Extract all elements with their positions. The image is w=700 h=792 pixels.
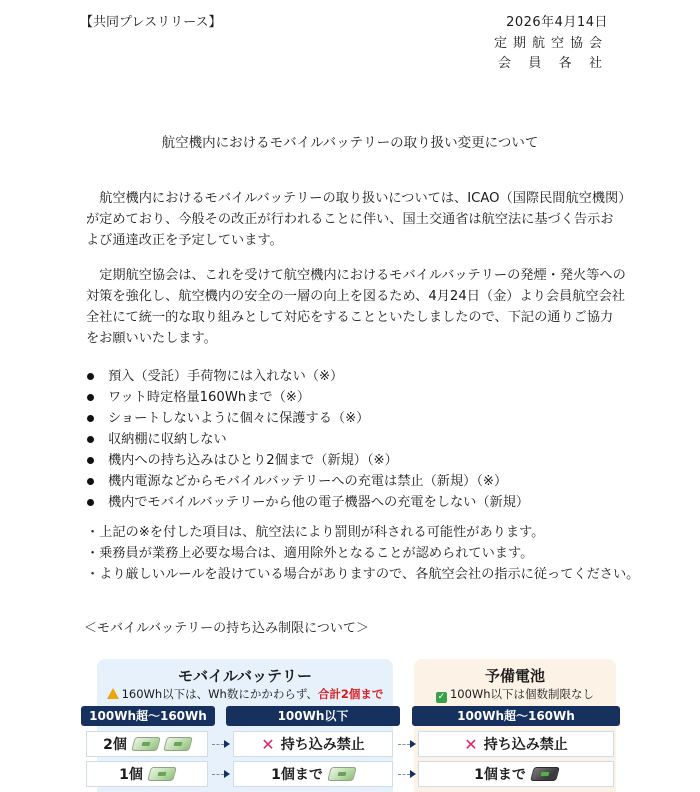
bullet-icon bbox=[87, 478, 94, 485]
rule-item: 機内電源などからモバイルバッテリーへの充電は禁止（新規）（※） bbox=[86, 471, 646, 492]
bullet-icon bbox=[87, 373, 94, 380]
release-tag: 【共同プレスリリース】 bbox=[80, 15, 222, 30]
bullet-icon bbox=[87, 499, 94, 506]
check-icon: ✓ bbox=[437, 692, 446, 702]
battery-icon bbox=[131, 737, 161, 751]
prohibited-icon: ✕ bbox=[261, 734, 275, 754]
warning-icon bbox=[107, 688, 119, 699]
column-header-mobile-under-100: 100Wh以下 bbox=[226, 706, 400, 726]
rule-item: 機内でモバイルバッテリーから他の電子機器への充電をしない（新規） bbox=[86, 492, 646, 513]
rule-item: ショートしないように個々に保護する（※） bbox=[86, 408, 646, 429]
document-title: 航空機内におけるモバイルバッテリーの取り扱い変更について bbox=[161, 135, 539, 151]
battery-icon bbox=[163, 737, 193, 751]
mobile-battery-title: モバイルバッテリー bbox=[178, 667, 312, 685]
release-date: 2026年4月14日 bbox=[506, 15, 608, 30]
limit-cell: 1個 bbox=[86, 761, 208, 787]
mobile-battery-subtitle: 160Wh以下は、Wh数にかかわらず、合計2個まで bbox=[97, 686, 393, 702]
total-limit-emphasis: 合計2個まで bbox=[317, 687, 384, 701]
note: ・乗務員が業務上必要な場合は、適用除外となることが認められています。 bbox=[86, 546, 534, 561]
column-header-mobile-over-100: 100Wh超～160Wh bbox=[81, 706, 215, 726]
issuer-name: 定期航空協会 bbox=[493, 36, 608, 51]
spare-battery-icon bbox=[530, 767, 560, 781]
rule-item: 収納棚に収納しない bbox=[86, 429, 646, 450]
bullet-icon bbox=[87, 436, 94, 443]
bullet-icon bbox=[87, 394, 94, 401]
issuer-members: 会員各社 bbox=[498, 56, 608, 71]
spare-battery-title: 予備電池 bbox=[484, 667, 545, 685]
limits-heading: ＜モバイルバッテリーの持ち込み制限について＞ bbox=[84, 621, 369, 636]
notes bbox=[86, 522, 646, 585]
rule-list bbox=[86, 366, 646, 513]
bullet-icon bbox=[87, 457, 94, 464]
note: ・より厳しいルールを設けている場合がありますので、各航空会社の指示に従ってください。 bbox=[86, 567, 640, 582]
bullet-icon bbox=[87, 415, 94, 422]
note: ・上記の※を付した項目は、航空法により罰則が科される可能性があります。 bbox=[86, 525, 545, 540]
column-header-spare-over-100: 100Wh超～160Wh bbox=[412, 706, 620, 726]
battery-icon bbox=[147, 767, 177, 781]
arrow-icon bbox=[212, 731, 230, 757]
paragraph-2: 定期航空協会は、これを受けて航空機内におけるモバイルバッテリーの発煙・発火等への対策を強化し、航空機内の安全の一層の向上を図るため、4月24日（金）より会員航空会社全社にて統一的な取り組みとして対応をすることといたしましたので、下記の通りご協力をお願いいたします。 bbox=[86, 268, 626, 346]
arrow-icon bbox=[398, 731, 416, 757]
arrow-icon bbox=[398, 761, 416, 787]
spare-battery-subtitle: ✓ 100Wh以下は個数制限なし bbox=[437, 687, 595, 702]
limit-cell: ✕ 持ち込み禁止 bbox=[233, 731, 393, 757]
rule-item: 機内への持ち込みはひとり2個まで（新規）（※） bbox=[86, 450, 646, 471]
rule-item: 預入（受託）手荷物には入れない（※） bbox=[86, 366, 646, 387]
limit-cell: 2個 bbox=[86, 731, 208, 757]
rule-item: ワット時定格量160Whまで（※） bbox=[86, 387, 646, 408]
arrow-icon bbox=[212, 761, 230, 787]
battery-icon bbox=[327, 767, 357, 781]
limit-cell: 1個まで bbox=[233, 761, 393, 787]
limit-cell: ✕ 持ち込み禁止 bbox=[418, 731, 614, 757]
prohibited-icon: ✕ bbox=[464, 734, 478, 754]
paragraph-1: 航空機内におけるモバイルバッテリーの取り扱いについては、ICAO（国際民間航空機関）が定めており、今般その改正が行われることに伴い、国土交通省は航空法に基づく告示および通達改正を予定しています。 bbox=[86, 191, 625, 248]
limit-cell: 1個まで bbox=[418, 761, 614, 787]
